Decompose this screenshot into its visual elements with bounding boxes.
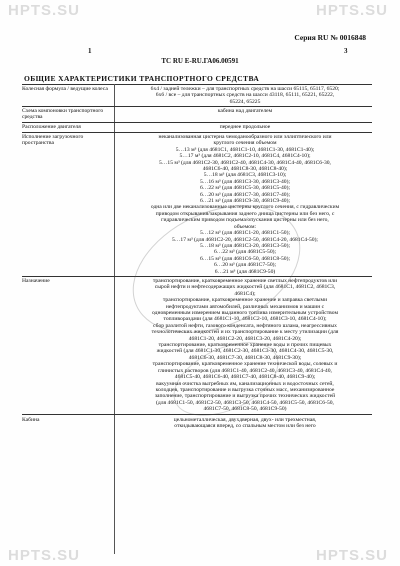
value-line: жидкостей (для 4681С1-30, 4681С2-30, 4681С3-30, 4681С4-30, 4681С5-30, xyxy=(156,348,334,355)
value-line: сбор разлитой нефти, газового конденсата, нефтяного шлама, неагрессивных xyxy=(153,322,337,329)
value-line: сырой нефти и нефтесодержащих жидкостей (для 4681С1, 4681С2, 4681С3, xyxy=(154,284,336,291)
value-line: 6х4 / задней тележки – для транспортных средств на шасси 65115, 65117, 6520; xyxy=(150,86,340,92)
value-cab xyxy=(116,417,374,430)
value-line: одновременным измерением выданного топлива измерительным устройством xyxy=(151,310,339,317)
value-line: заполнение, транспортирование и выгрузка прочих технических жидкостей xyxy=(154,393,336,400)
value-line: 4681С6-30, 4681С7-30, 4681С8-30, 4681С9-30); xyxy=(188,354,302,361)
value-line: 4681С4); xyxy=(234,290,256,297)
value-line: транспортирование, кратковременное хранение светлых нефтепродуктов или xyxy=(152,278,338,284)
value-line: кабина над двигателем xyxy=(217,108,273,114)
value-line: транспортирование, кратковременное хранение воды и прочих пищевых xyxy=(158,342,332,349)
value-line: нефтепродуктами автомобилей, различных механизмов и машин с xyxy=(165,303,325,310)
label-engine-position: Расположение двигателя xyxy=(22,124,81,130)
value-line: транспортирование, кратковременное хранение и заправка светлыми xyxy=(162,297,328,304)
value-line: 6…21 м³ (для 4681С9-50) xyxy=(214,268,276,275)
label-body-type: Исполнение загрузочного пространства xyxy=(22,134,84,147)
value-line: 6…22 м³ (для 4681С5-30, 4681С5-40); xyxy=(199,185,291,192)
value-line: 5…18 м³ (для 4681С3, 4681С3-10); xyxy=(203,172,287,179)
series-number: Серия RU № 0016848 xyxy=(294,33,366,42)
value-line: топливораздачи (для 4681С1-10, 4681С2-10, 4681С3-10, 4681С4-10); xyxy=(163,316,327,323)
page-number-right: 3 xyxy=(344,47,348,55)
value-line: откидывающаяся вперед, со спальным местом или без него xyxy=(174,423,316,430)
value-line: 4681С7-50, 4681С8-50, 4681С9-50) xyxy=(203,406,287,413)
value-line: 6…22 м³ (для 4681С5-50); xyxy=(213,249,277,256)
value-line: вакуумная очистка выгребных ям, канализационных и водосточных сетей, xyxy=(156,380,334,387)
value-line: 6…20 м³ (для 4681С7-50); xyxy=(213,262,277,269)
value-line: 6…20 м³ (для 4681С7-30, 4681С7-40); xyxy=(199,191,291,198)
value-line: 5…13 м³ (для 4681С1, 4681С1-10, 4681С1-30, 4681С1-40); xyxy=(175,146,315,153)
value-engine-position xyxy=(116,124,374,130)
value-line: гидравлическим приводом подъема/опускания цистерны или без него, xyxy=(161,217,329,224)
value-line: колодцев, транспортирование и выгрузка сточных масс, механизированное xyxy=(155,386,335,393)
value-line: транспортирование, кратковременное хранение технической воды, солевых и xyxy=(152,361,338,368)
watermark-bottom-right: HPTS.SU xyxy=(315,547,388,564)
label-purpose: Назначение xyxy=(22,278,50,284)
watermark-top-left: HPTS.SU xyxy=(8,2,81,19)
table-rule xyxy=(22,106,372,107)
value-line: 65224, 65225 xyxy=(229,98,261,105)
value-line: 6х6 / все – для транспортных средств на шасси 43118, 65111, 65221, 65222, xyxy=(155,92,335,99)
label-layout: Схема компоновки транспортного средства xyxy=(22,108,104,121)
value-line: 5…16 м³ (для 4681С3-30, 4681С3-40); xyxy=(199,178,291,185)
value-line: круглого сечения объемом xyxy=(213,140,277,147)
section-heading: ОБЩИЕ ХАРАКТЕРИСТИКИ ТРАНСПОРТНОГО СРЕДСТВА xyxy=(24,74,260,83)
value-line: 6…15 м³ (для 4681С6-50, 4681С8-50); xyxy=(199,255,291,262)
value-line: 4681С1-20, 4681С2-20, 4681С3-20, 4681С4-20); xyxy=(188,335,302,342)
value-line: неканализованная цистерна чемоданообразного или эллиптического или xyxy=(158,134,332,140)
label-cab: Кабина xyxy=(22,417,40,423)
table-rule xyxy=(22,122,372,123)
value-layout xyxy=(116,108,374,114)
value-line: цельнометаллическая, двухдверная, двух- или трехместная, xyxy=(173,417,317,423)
value-line: 6…21 м³ (для 4681С9-30, 4681С9-40); xyxy=(199,198,291,205)
value-line: одна или две неканализованные цистерны круглого сечения, с гидравлическим xyxy=(150,204,340,211)
value-line: объемом: xyxy=(233,223,257,230)
value-wheel-formula xyxy=(116,86,374,105)
table-rule-top xyxy=(22,84,372,85)
value-line: 5…12 м³ (для 4681С1-20, 4681С1-50); xyxy=(199,230,291,237)
value-line: 4681С6-40, 4681С8-30, 4681С8-40); xyxy=(202,166,288,173)
value-line: 4681С5-40, 4681С6-40, 4681С7-40, 4681С8-40, 4681С9-40); xyxy=(174,374,316,381)
value-line: 5…18 м³ (для 4681С3-20, 4681С3-50); xyxy=(199,242,291,249)
value-line: технологических жидкостей и их транспортирование к месту утилизации (для xyxy=(151,329,339,336)
watermark-bottom-left: HPTS.SU xyxy=(8,547,81,564)
value-line: 5…17 м³ (для 4681С2, 4681С2-10, 4681С4, 4681С4-10); xyxy=(179,153,311,160)
table-rule xyxy=(22,132,372,133)
watermark-top-right: HPTS.SU xyxy=(315,2,388,19)
value-line: приводом открывания/закрывания заднего днища цистерны или без него, с xyxy=(155,210,335,217)
value-line: 5…15 м³ (для 4681С2-30, 4681С2-40, 4681С4-30, 4681С4-40, 4681С6-30, xyxy=(159,159,331,166)
value-line: 5…17 м³ (для 4681С2-20, 4681С2-50, 4681С4-20, 4681С4-50); xyxy=(172,236,318,243)
page-number-left: 1 xyxy=(88,47,92,55)
value-line: переднее продольное xyxy=(219,124,271,130)
label-wheel-formula: Колесная формула / ведущие колеса xyxy=(22,86,108,92)
value-line: глинистых растворов (для 4681С1-40, 4681С2-40, 4681С3-40, 4681С4-40, xyxy=(158,367,332,374)
approval-number: TC RU E-RU.ГА06.00591 xyxy=(161,57,239,65)
table-column-divider xyxy=(114,84,115,554)
value-line: (для 4681С1-50, 4681С2-50, 4681С3-50, 4681С4-50, 4681С5-50, 4681С6-50, xyxy=(156,399,334,406)
